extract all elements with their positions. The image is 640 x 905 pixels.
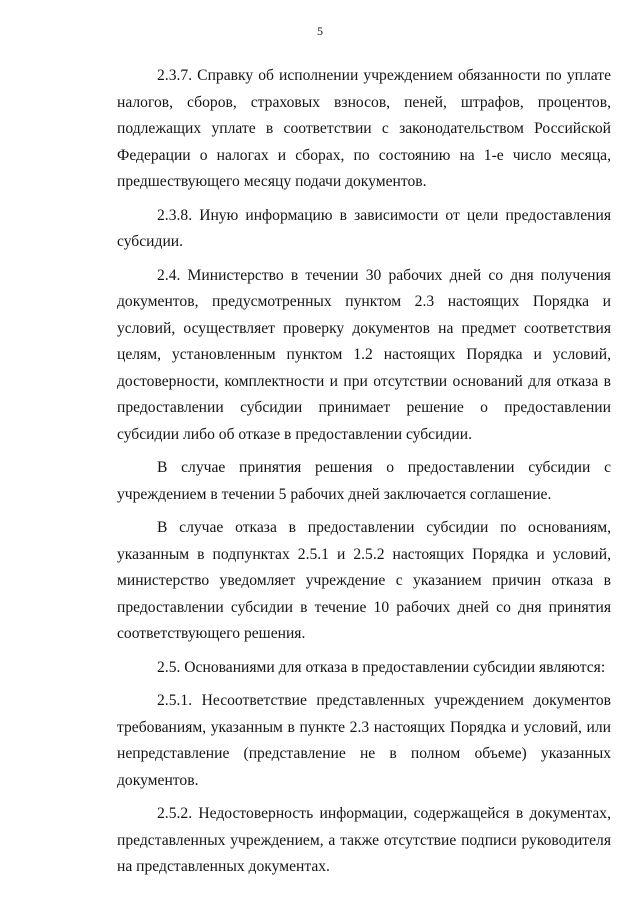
document-body [117,63,611,881]
paragraph-2-5-2: 2.5.2. Недостоверность информации, содержащейся в документах, представленных учреждением, а также отсутствие подписи руководителя на представленных документах. [117,805,611,875]
paragraph-refusal-notice: В случае отказа в предоставлении субсидии по основаниям, указанным в подпунктах 2.5.1 и 2.5.2 настоящих Порядка и условий, министерство уведомляет учреждение с указанием причин отказа в предоставлении субсидии в течение 10 рабочих дней со дня принятия соответствующего решения. [117,519,611,642]
paragraph-agreement: В случае принятия решения о предоставлении субсидии с учреждением в течении 5 рабочих дней заключается соглашение. [117,459,611,503]
paragraph-2-5: 2.5. Основаниями для отказа в предоставлении субсидии являются: [157,658,606,676]
page-number: 5 [317,24,323,38]
paragraph-2-3-7: 2.3.7. Справку об исполнении учреждением обязанности по уплате налогов, сборов, страховых взносов, пеней, штрафов, процентов, подлежащих уплате в соответствии с законодательством Российской Федерации о налогах и сборах, по состоянию на 1-е число месяца, предшествующего месяцу подачи документов. [117,67,611,190]
paragraph-2-3-8: 2.3.8. Иную информацию в зависимости от цели предоставления субсидии. [117,206,611,250]
paragraph-2-4: 2.4. Министерство в течении 30 рабочих дней со дня получения документов, предусмотренных пунктом 2.3 настоящих Порядка и условий, осуществляет проверку документов на предмет соответствия целям, установленным пунктом 1.2 настоящих Порядка и условий, достоверности, комплектности и при отсутствии оснований для отказа в предоставлении субсидии принимает решение о предоставлении субсидии либо об отказе в предоставлении субсидии. [117,266,611,443]
paragraph-2-5-1: 2.5.1. Несоответствие представленных учреждением документов требованиям, указанным в пункте 2.3 настоящих Порядка и условий, или непредставление (представление не в полном объеме) указанных документов. [117,692,611,789]
